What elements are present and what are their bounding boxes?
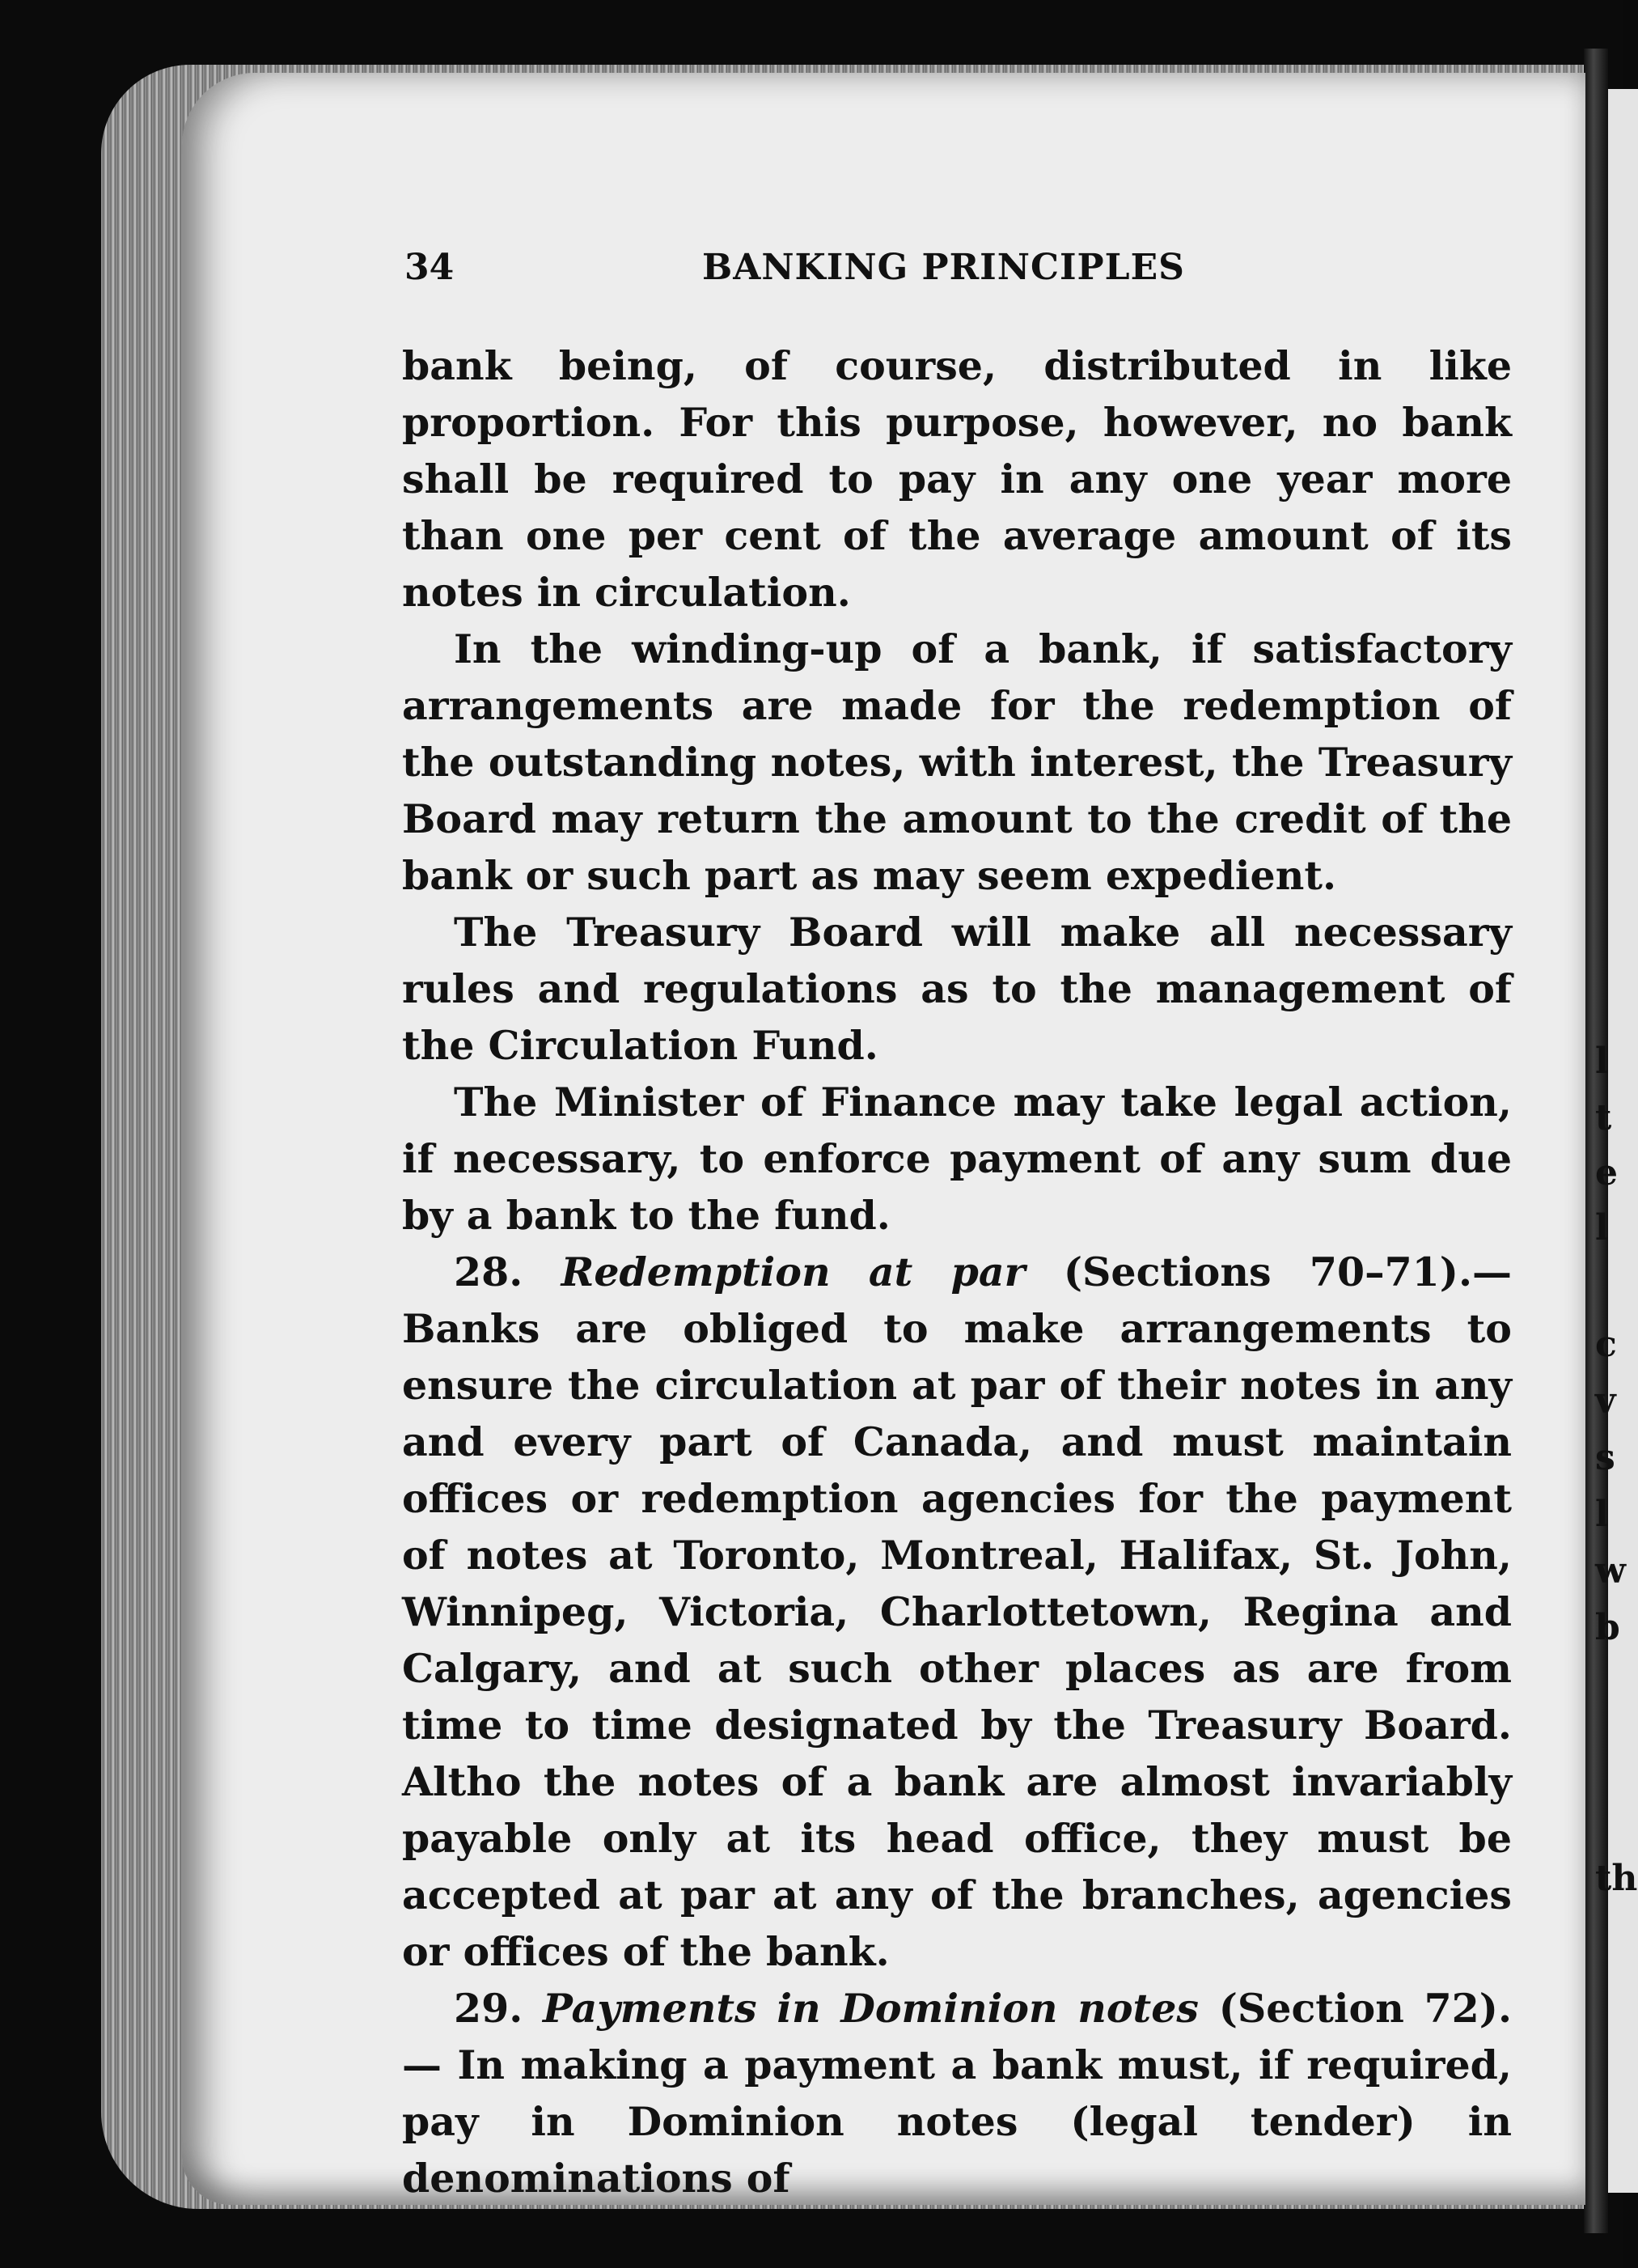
facing-page-fragment: th: [1595, 1858, 1638, 1899]
page-header: [404, 247, 1537, 295]
facing-page-fragment: s: [1595, 1437, 1615, 1478]
page-number: 34: [404, 247, 455, 288]
paragraph-continuation: bank being, of course, distributed in like proportion. For this purpose, however, no bank shall be required to pay in any one year more than one per cent of the average amount of its notes in circulation.: [402, 342, 1512, 616]
section-heading: Payments in Dominion notes: [543, 1985, 1199, 2032]
book-gutter: [1584, 49, 1608, 2233]
paragraph-winding-up: In the winding-up of a bank, if satisfactory arrangements are made for the redemption of the outstanding notes, with interest, the Treasury Board may return the amount to the credit of the bank or such part as may seem expedient.: [402, 625, 1512, 899]
facing-page-fragment: l: [1595, 1494, 1609, 1535]
section-28: [402, 1244, 1512, 1980]
facing-page-fragment: e: [1595, 1152, 1618, 1193]
facing-page-fragment: t: [1595, 1097, 1612, 1138]
section-text: (Section 72).— In making a payment a bank must, if required, pay in Dominion notes (legal tender) in denominations of: [402, 1985, 1513, 2202]
section-heading: Redemption at par: [561, 1248, 1026, 1295]
body-text: [402, 337, 1512, 2207]
facing-page-fragment: c: [1595, 1324, 1617, 1365]
facing-page-fragment: l: [1595, 1207, 1609, 1248]
paragraph-minister-of-finance: The Minister of Finance may take legal action, if necessary, to enforce payment of any sum due by a bank to the fund.: [402, 1079, 1512, 1239]
facing-page-fragment: l: [1595, 1041, 1609, 1082]
section-29: [402, 1980, 1512, 2207]
section-text: (Sections 70–71).—Banks are obliged to make arrangements to ensure the circulation at par of their notes in any and every part of Canada, and must maintain offices or redemption agencies for the payment of notes at Toronto, Montreal, Halifax, St. John, Winnipeg, Victoria, Charlottetown, Regina and Calgary, and at such other places as are from time to time designated by the Treasury Board. Altho the notes of a bank are almost invariably payable only at its head office, they must be accepted at par at any of the branches, agencies or offices of the bank.: [402, 1248, 1513, 1975]
facing-page-fragment: b: [1595, 1607, 1620, 1648]
section-number: 28.: [454, 1248, 523, 1295]
running-title: BANKING PRINCIPLES: [702, 247, 1185, 288]
paragraph-treasury-rules: The Treasury Board will make all necessary rules and regulations as to the management of the Circulation Fund.: [402, 909, 1512, 1069]
facing-page-fragment: v: [1595, 1380, 1616, 1422]
facing-page-fragment: w: [1595, 1550, 1626, 1592]
section-number: 29.: [454, 1985, 523, 2032]
